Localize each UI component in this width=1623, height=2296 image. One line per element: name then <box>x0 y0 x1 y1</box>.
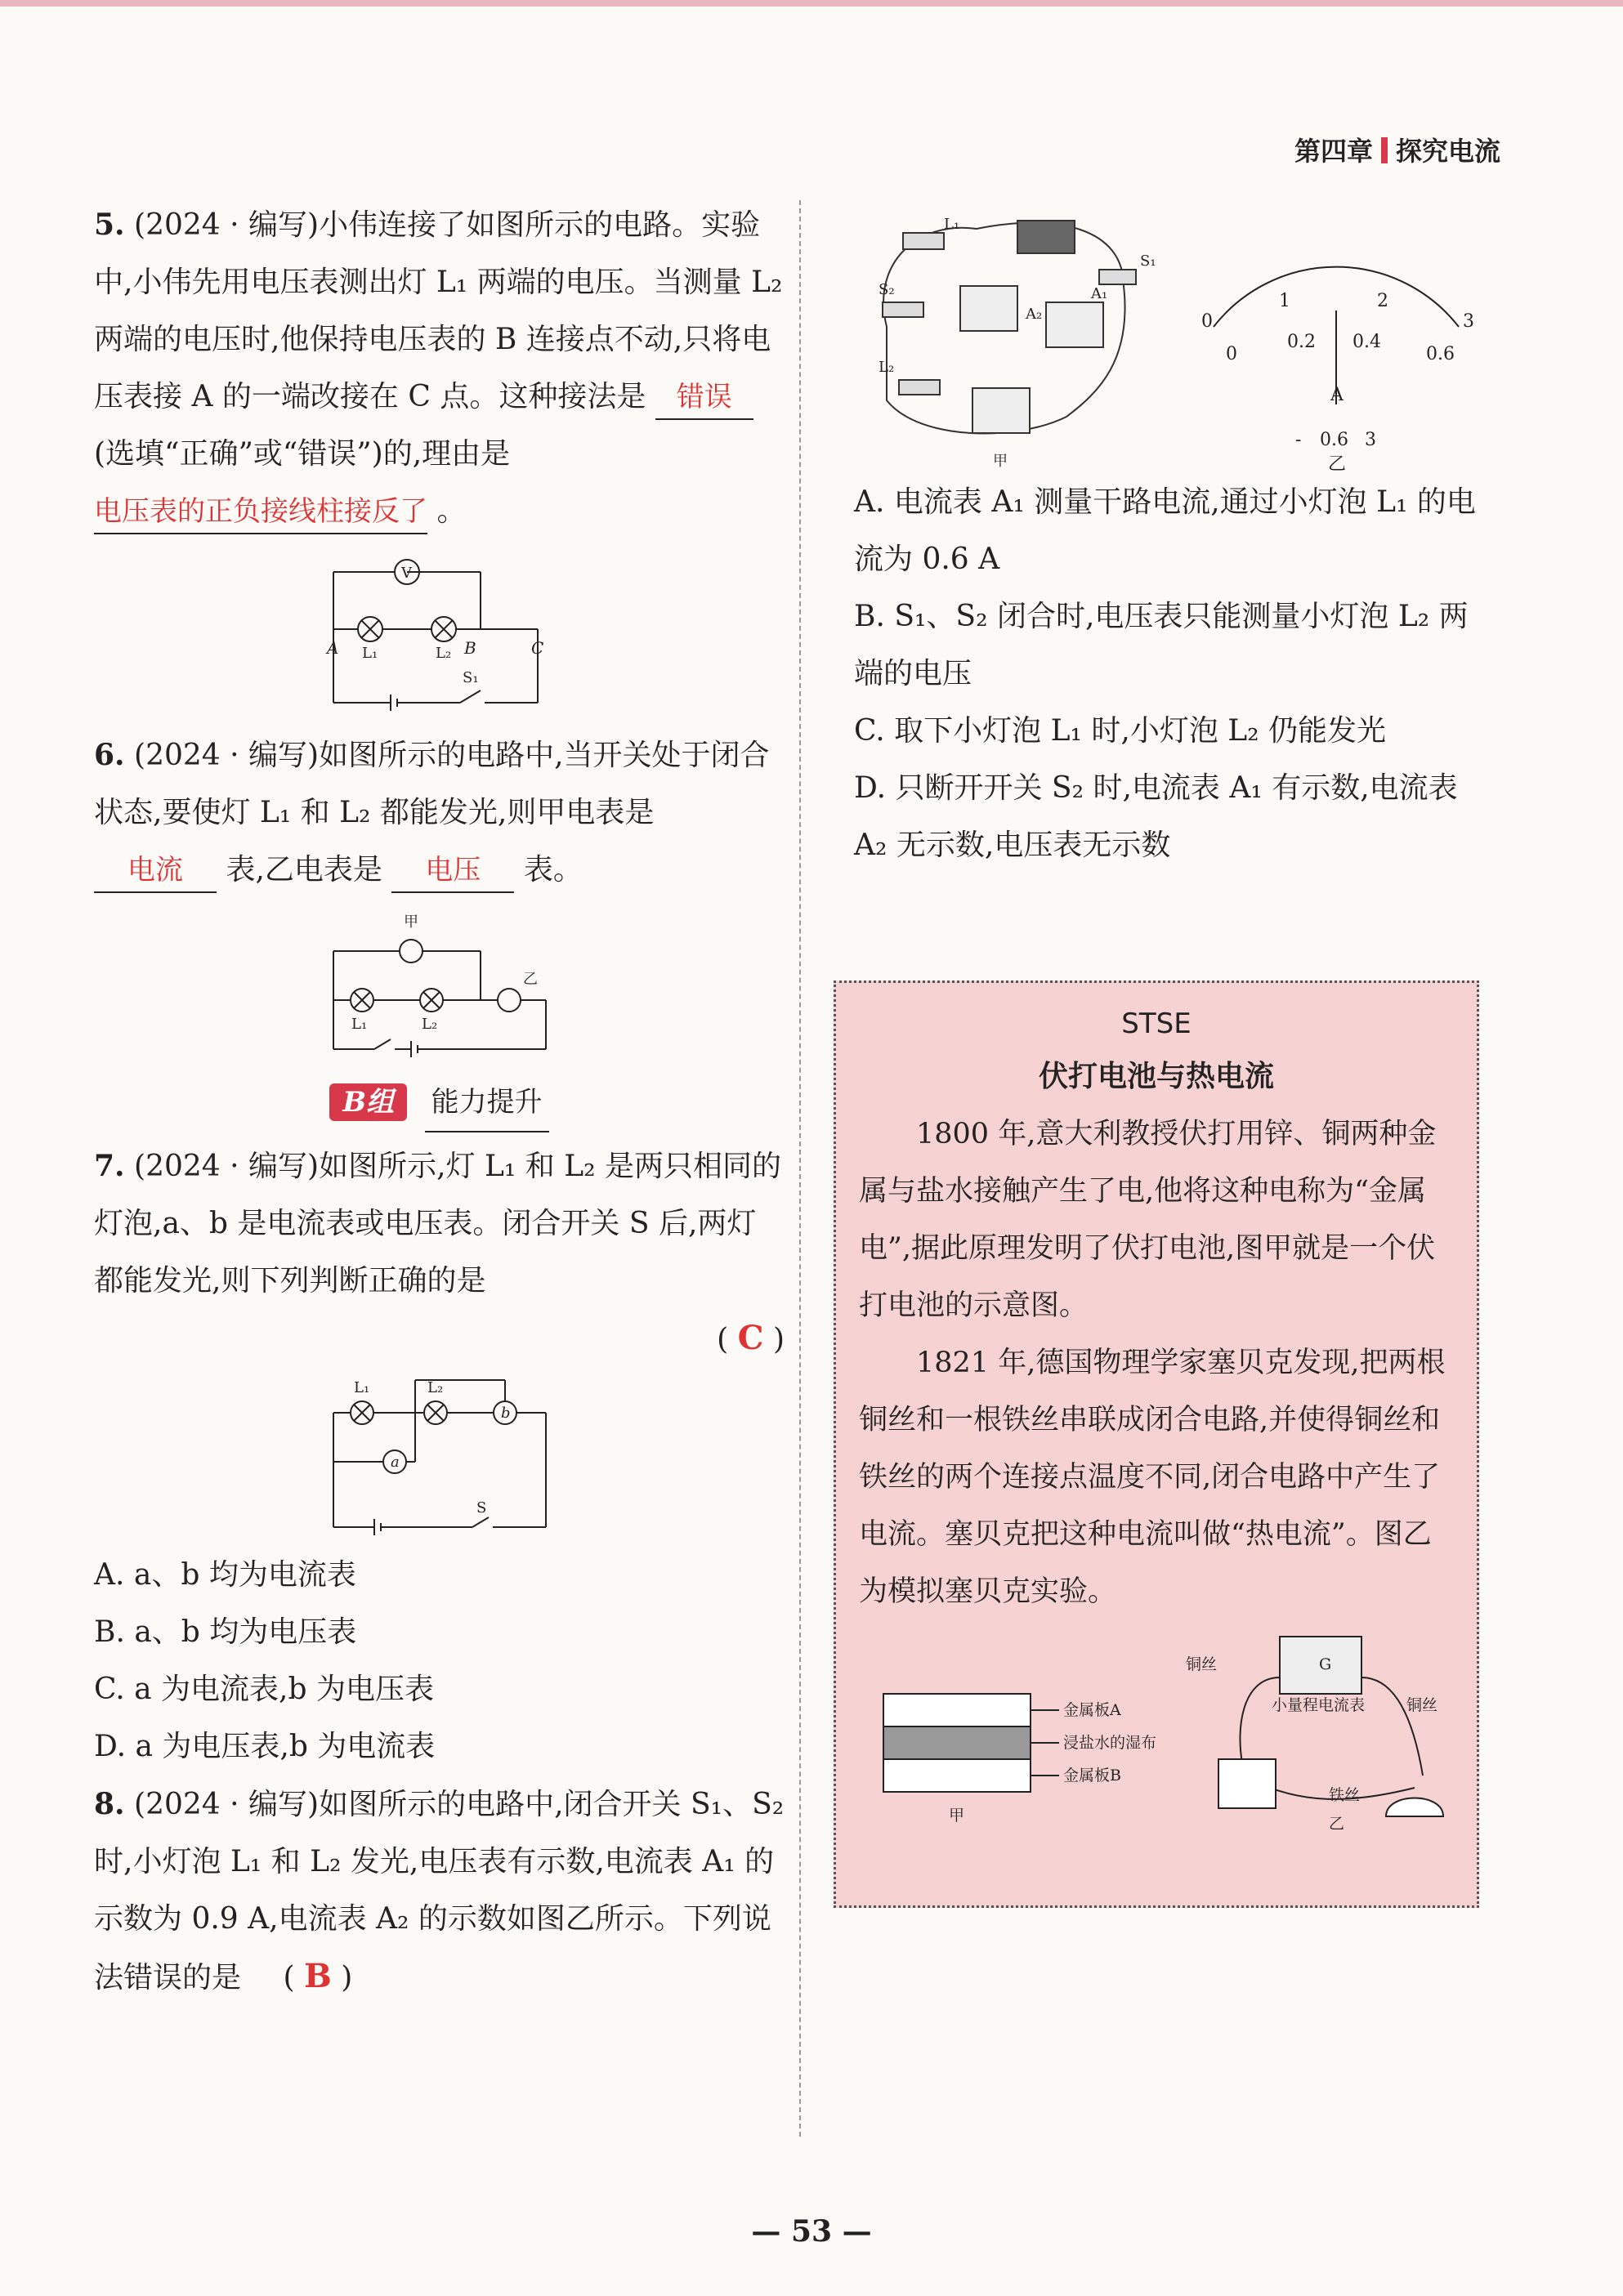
top-border <box>0 0 1623 7</box>
option-c: C. a 为电流表,b 为电压表 <box>94 1673 434 1706</box>
answer-blank-1: 错误 <box>655 376 753 420</box>
figure-jia-caption: 甲 <box>993 453 1008 470</box>
stse-title: 伏打电池与热电流 <box>1038 1060 1274 1093</box>
b-group-title: 能力提升 <box>425 1074 549 1132</box>
node-c-label: C <box>530 638 543 658</box>
meter-jia-label: 甲 <box>403 913 418 931</box>
page-header <box>1294 131 1500 168</box>
l2-label: L₂ <box>427 1379 443 1396</box>
question-number: 5. <box>94 208 125 242</box>
copper-wire-1-label: 铜丝 <box>1186 1655 1218 1673</box>
scale-bottom-1: 0.2 <box>1287 332 1316 352</box>
scale-unit: A <box>1330 385 1344 405</box>
voltaic-pile-figure <box>883 1694 1059 1792</box>
node-a-label: A <box>326 638 338 658</box>
column-divider <box>799 200 801 2137</box>
question-6 <box>94 726 785 899</box>
section-b-heading <box>94 1074 785 1132</box>
scale-top-1: 1 <box>1279 291 1290 311</box>
l1-label: L₁ <box>351 1016 367 1033</box>
iron-wire-label: 铁丝 <box>1329 1786 1361 1804</box>
scale-bottom-0: 0 <box>1226 344 1237 364</box>
scale-top-3: 3 <box>1463 311 1474 332</box>
question-number: 8. <box>94 1787 125 1821</box>
page-number: — 53 — <box>751 2214 872 2249</box>
sketch-s1-label: S₁ <box>1140 252 1156 270</box>
question-text: (2024 · 编写)如图所示,灯 L₁ 和 L₂ 是两只相同的灯泡,a、b 是电流表或电压表。闭合开关 S 后,两灯都能发光,则下列判断正确的是 <box>94 1150 781 1298</box>
q7-circuit-diagram <box>317 1372 562 1543</box>
q6-circuit-diagram <box>317 902 562 1065</box>
chapter-label: 第四章 <box>1294 136 1373 167</box>
apparatus-sketch-jia <box>883 221 1136 433</box>
answer-line: ( C ) <box>717 1319 785 1357</box>
question-text: (2024 · 编写)小伟连接了如图所示的电路。实验中,小伟先用电压表测出灯 L₁ 两端的电压。当测量 L₂ 两端的电压时,他保持电压表的 B 连接点不动,只将电压表接 A 的一端改接在 C 点。这种接法是 <box>94 208 783 413</box>
figure-yi-caption: 乙 <box>1329 1815 1345 1833</box>
terminal-3: 3 <box>1365 430 1376 450</box>
stse-figures <box>859 1628 1455 1833</box>
figure-yi-caption: 乙 <box>1328 454 1347 474</box>
stse-paragraph-2: 1821 年,德国物理学家塞贝克发现,把两根铜丝和一根铁丝串联成闭合电路,并使得铜丝和铁丝的两个连接点温度不同,闭合电路中产生了电流。塞贝克把这种电流叫做“热电流”。图乙为模拟塞贝克实验。 <box>859 1347 1446 1608</box>
node-b-label: B <box>463 638 476 658</box>
meter-b-label: b <box>500 1405 511 1422</box>
sketch-a1-label: A₁ <box>1091 285 1108 302</box>
question-text: (2024 · 编写)如图所示的电路中,闭合开关 S₁、S₂ 时,小灯泡 L₁ 和 L₂ 发光,电压表有示数,电流表 A₁ 的示数为 0.9 A,电流表 A₂ 的示数如图乙所示。下列说法错误的是 <box>94 1788 785 1994</box>
option-d: D. 只断开开关 S₂ 时,电流表 A₁ 有示数,电流表 A₂ 无示数,电压表无示数 <box>854 771 1458 862</box>
galvanometer-g-label: G <box>1319 1655 1332 1673</box>
question-8: 8. (2024 · 编写)如图所示的电路中,闭合开关 S₁、S₂ 时,小灯泡 L₁ 和 L₂ 发光,电压表有示数,电流表 A₁ 的示数为 0.9 A,电流表 A₂ 的示数如图乙所示。下列说法错误的是 ( B ) <box>94 1787 785 1995</box>
answer-blank-1: 电流 <box>94 849 217 893</box>
sketch-l2-label: L₂ <box>879 359 895 376</box>
q5-circuit-diagram <box>317 543 562 723</box>
option-b: B. a、b 均为电压表 <box>94 1615 357 1649</box>
option-c: C. 取下小灯泡 L₁ 时,小灯泡 L₂ 仍能发光 <box>854 714 1387 748</box>
option-a: A. 电流表 A₁ 测量干路电流,通过小灯泡 L₁ 的电流为 0.6 A <box>854 485 1476 576</box>
stse-box <box>834 980 1479 1908</box>
question-text: 。 <box>436 494 467 528</box>
small-ammeter-label: 小量程电流表 <box>1272 1696 1366 1714</box>
terminal-0-6: 0.6 <box>1320 430 1348 450</box>
question-number: 7. <box>94 1149 125 1183</box>
stse-label: STSE <box>1121 1007 1192 1040</box>
answer-choice: C <box>737 1319 764 1357</box>
question-number: 6. <box>94 738 125 772</box>
left-column <box>94 196 785 2007</box>
voltmeter-label: V <box>400 565 412 582</box>
wet-cloth-label: 浸盐水的湿布 <box>1063 1734 1157 1752</box>
sketch-a2-label: A₂ <box>1026 306 1043 323</box>
l1-label: L₁ <box>353 1379 369 1396</box>
question-7 <box>94 1137 785 1310</box>
option-d: D. a 为电压表,b 为电流表 <box>94 1730 436 1763</box>
s1-label: S₁ <box>462 669 479 686</box>
question-text: 表,乙电表是 <box>226 853 382 887</box>
ammeter-scale-yi <box>1214 267 1459 404</box>
header-divider <box>1381 137 1388 163</box>
meter-a-label: a <box>390 1454 400 1471</box>
sketch-l1-label: L₁ <box>944 216 960 233</box>
copper-wire-2-label: 铜丝 <box>1406 1696 1438 1714</box>
section-label: 探究电流 <box>1395 136 1500 167</box>
l2-label: L₂ <box>435 645 451 662</box>
scale-bottom-3: 0.6 <box>1426 344 1455 364</box>
option-a: A. a、b 均为电流表 <box>94 1558 356 1592</box>
answer-blank-2: 电压表的正负接线柱接反了 <box>94 490 427 534</box>
stse-paragraph-1: 1800 年,意大利教授伏打用锌、铜两种金属与盐水接触产生了电,他将这种电称为“金属电”,据此原理发明了伏打电池,图甲就是一个伏打电池的示意图。 <box>859 1118 1437 1322</box>
plate-b-label: 金属板B <box>1063 1767 1121 1785</box>
question-text: 表。 <box>523 853 583 887</box>
scale-top-2: 2 <box>1377 291 1388 311</box>
question-text: (选填“正确”或“错误”)的,理由是 <box>94 437 511 471</box>
terminal-minus: - <box>1295 430 1302 450</box>
meter-yi-label: 乙 <box>522 971 538 988</box>
q8-figures <box>854 196 1496 474</box>
answer-choice: B <box>303 1957 332 1995</box>
question-text: (2024 · 编写)如图所示的电路中,当开关处于闭合状态,要使灯 L₁ 和 L₂ 都能发光,则甲电表是 <box>94 739 770 829</box>
l1-label: L₁ <box>361 645 378 662</box>
b-group-badge: B组 <box>329 1083 407 1121</box>
option-b: B. S₁、S₂ 闭合时,电压表只能测量小灯泡 L₂ 两端的电压 <box>854 600 1469 690</box>
right-column <box>854 196 1496 874</box>
switch-s-label: S <box>476 1499 486 1517</box>
l2-label: L₂ <box>421 1016 437 1033</box>
scale-bottom-2: 0.4 <box>1352 332 1381 352</box>
question-5 <box>94 196 785 540</box>
figure-jia-caption: 甲 <box>949 1807 965 1825</box>
scale-top-0: 0 <box>1201 311 1213 332</box>
answer-blank-2: 电压 <box>391 849 514 893</box>
sketch-s2-label: S₂ <box>879 281 895 298</box>
plate-a-label: 金属板A <box>1063 1701 1121 1719</box>
